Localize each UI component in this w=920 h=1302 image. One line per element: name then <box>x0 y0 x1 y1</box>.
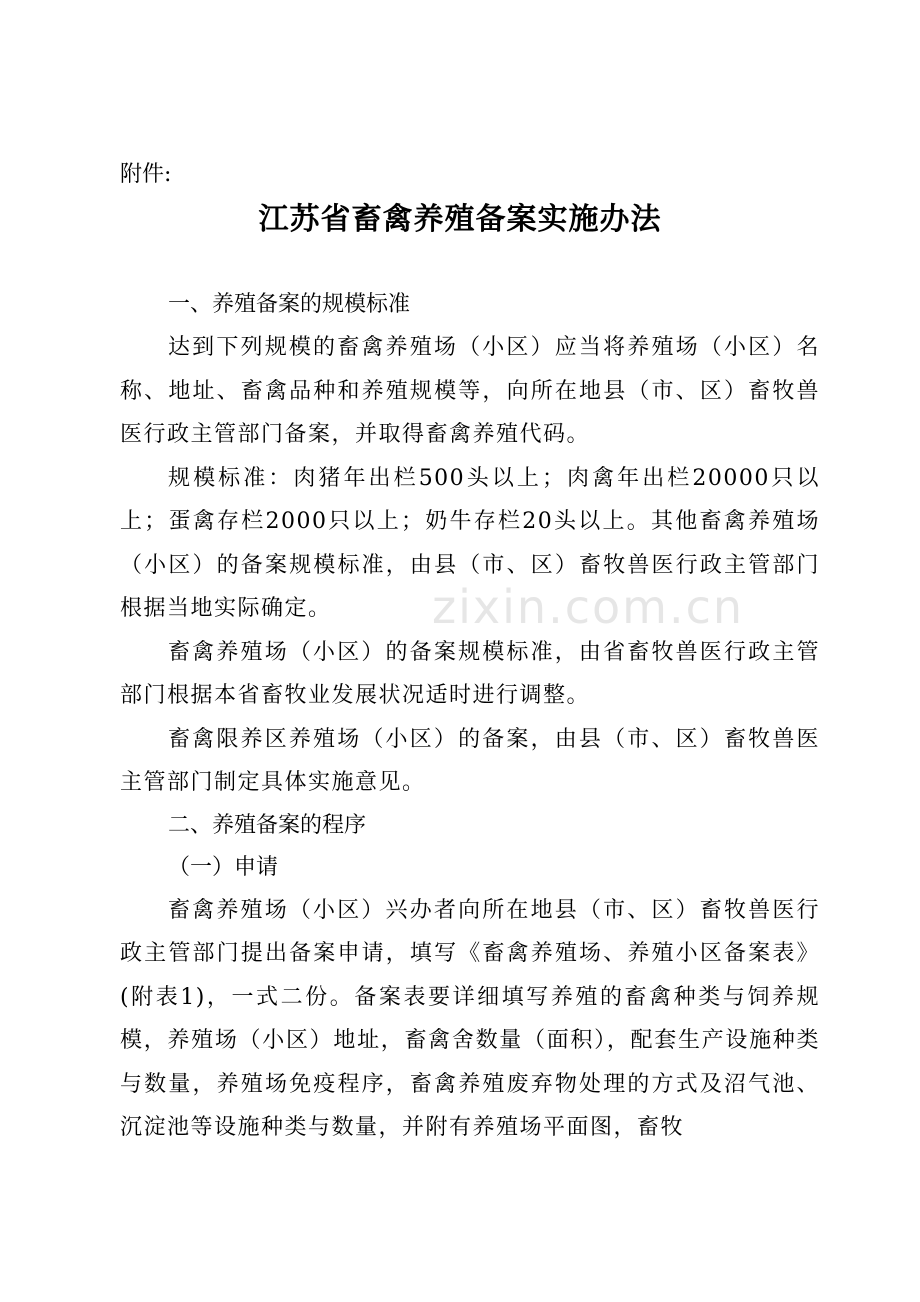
subsection-heading-application: （一）申请 <box>168 854 279 880</box>
document-body <box>120 284 820 1150</box>
paragraph: 畜禽养殖场（小区）兴办者向所在地县（市、区）畜牧兽医行政主管部门提出备案申请，填写《畜禽养殖场、养殖小区备案表》(附表1)，一式二份。备案表要详细填写养殖的畜禽种类与饲养规模，养殖场（小区）地址，畜禽舍数量（面积），配套生产设施种类与数量，养殖场免疫程序，畜禽养殖废弃物处理的方式及沼气池、沉淀池等设施种类与数量，并附有养殖场平面图，畜牧 <box>120 897 820 1140</box>
section-heading-procedure: 二、养殖备案的程序 <box>168 812 367 838</box>
paragraph: 规模标准：肉猪年出栏500头以上；肉禽年出栏20000只以上；蛋禽存栏2000只以上；奶牛存栏20头以上。其他畜禽养殖场（小区）的备案规模标准，由县（市、区）畜牧兽医行政主管部门根据当地实际确定。 <box>120 465 820 621</box>
watermark: zixin.com.cn <box>432 580 745 634</box>
attachment-label: 附件: <box>120 162 172 187</box>
paragraph: 畜禽限养区养殖场（小区）的备案，由县（市、区）畜牧兽医主管部门制定具体实施意见。 <box>120 726 820 795</box>
document-title: 江苏省畜禽养殖备案实施办法 <box>258 202 662 237</box>
paragraph: 达到下列规模的畜禽养殖场（小区）应当将养殖场（小区）名称、地址、畜禽品种和养殖规模等，向所在地县（市、区）畜牧兽医行政主管部门备案，并取得畜禽养殖代码。 <box>120 335 820 447</box>
paragraph: 畜禽养殖场（小区）的备案规模标准，由省畜牧兽医行政主管部门根据本省畜牧业发展状况适时进行调整。 <box>120 639 820 708</box>
section-heading-scale-standard: 一、养殖备案的规模标准 <box>168 292 411 317</box>
